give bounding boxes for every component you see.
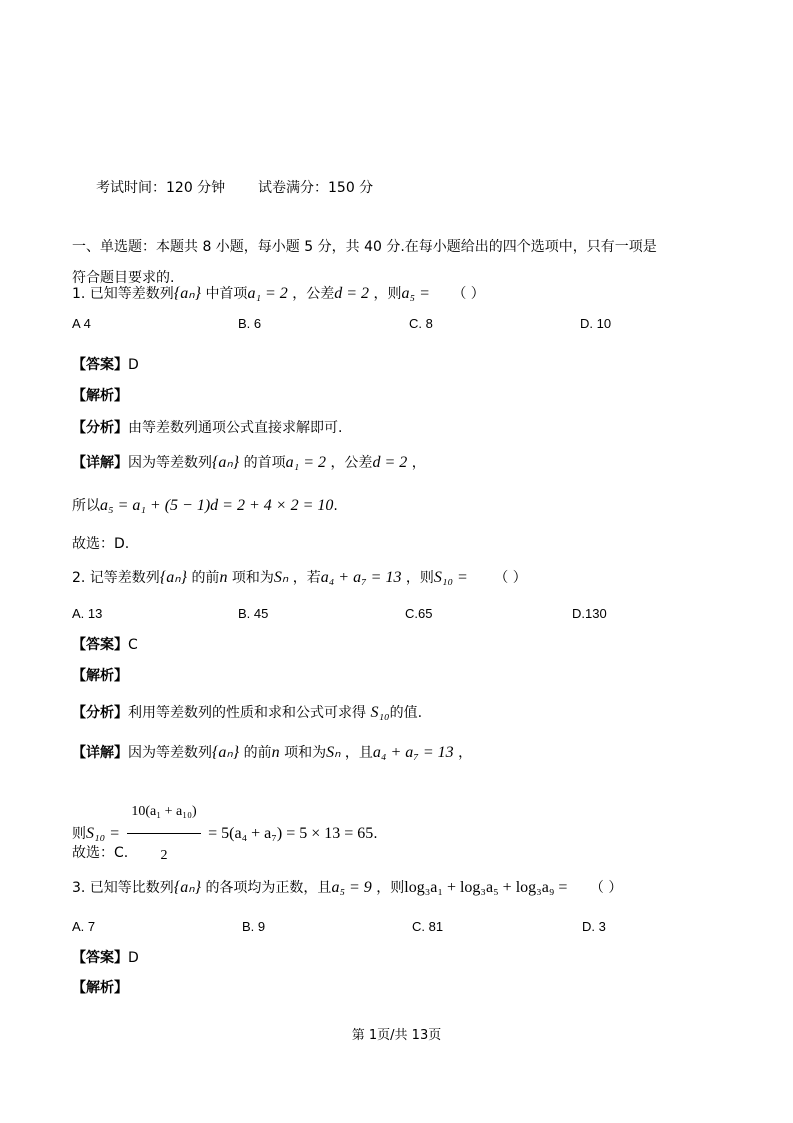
option-b: B. 45 [238,606,269,621]
question-1-stem: 1. 已知等差数列{aₙ} 中首项a₁ = 2 ，公差d = 2 ，则a₅ = （ ） [72,285,485,302]
option-d: D. 3 [582,919,606,934]
jiexi-label: 【解析】 [72,980,128,996]
answer-line: 【答案】C [72,637,138,653]
formula: a₁ = 2 [247,285,288,302]
option-c: C.65 [405,606,433,621]
analysis-line: 【分析】由等差数列通项公式直接求解即可. [72,420,343,436]
choice-line: 故选：C. [72,845,129,861]
formula: d = 2 [334,285,370,302]
answer-line: 【答案】D [72,357,139,373]
question-3-stem: 3. 已知等比数列{aₙ} 的各项均为正数，且a₅ = 9 ，则log₃a₁ + log₃a₅ + log₃a₉ = （ ） [72,879,623,896]
option-a: A 4 [72,316,91,331]
choice-line: 故选：D. [72,536,130,552]
option-b: B. 9 [242,919,266,934]
page-number: 第 1页/共 13页 [351,1028,442,1043]
option-b: B. 6 [238,316,262,331]
solution-formula-line: 则S₁₀ = $\frac{\text{10(a₁ + a₁₀)}}{2}$ = 5(a₄ + a₇) = 5 × 13 = 65. [72,792,378,876]
exam-time: 考试时间：120 分钟 [96,180,226,196]
option-c: C. 81 [412,919,444,934]
sequence-symbol: {aₙ} [173,285,201,302]
section-heading-cont: 符合题目要求的. [72,270,175,286]
option-d: D. 10 [580,316,612,331]
fraction: $\frac{\text{10(a₁ + a₁₀)}}{2}$ [127,792,200,876]
section-heading: 一、单选题：本题共 8 小题，每小题 5 分，共 40 分.在每小题给出的四个选项中，只有一项是 [72,239,657,255]
question-2-stem: 2. 记等差数列{aₙ} 的前n 项和为Sₙ ，若a₄ + a₇ = 13 ，则S₁₀ = （ ） [72,569,527,586]
jiexi-label: 【解析】 [72,388,128,404]
option-d: D.130 [572,606,607,621]
analysis-line: 【分析】利用等差数列的性质和求和公式可求得 S₁₀的值. [72,704,423,721]
option-a: A. 7 [72,919,96,934]
formula: a₅ = [401,285,430,302]
full-score: 试卷满分：150 分 [258,180,374,196]
option-a: A. 13 [72,606,103,621]
detail-line: 【详解】因为等差数列{aₙ} 的首项a₁ = 2 ，公差d = 2 ， [72,454,426,471]
solution-formula-line: 所以a₅ = a₁ + (5 − 1)d = 2 + 4 × 2 = 10. [72,497,338,514]
detail-line: 【详解】因为等差数列{aₙ} 的前n 项和为Sₙ ，且a₄ + a₇ = 13 ， [72,744,473,761]
answer-line: 【答案】D [72,950,139,966]
jiexi-label: 【解析】 [72,668,128,684]
option-c: C. 8 [409,316,433,331]
